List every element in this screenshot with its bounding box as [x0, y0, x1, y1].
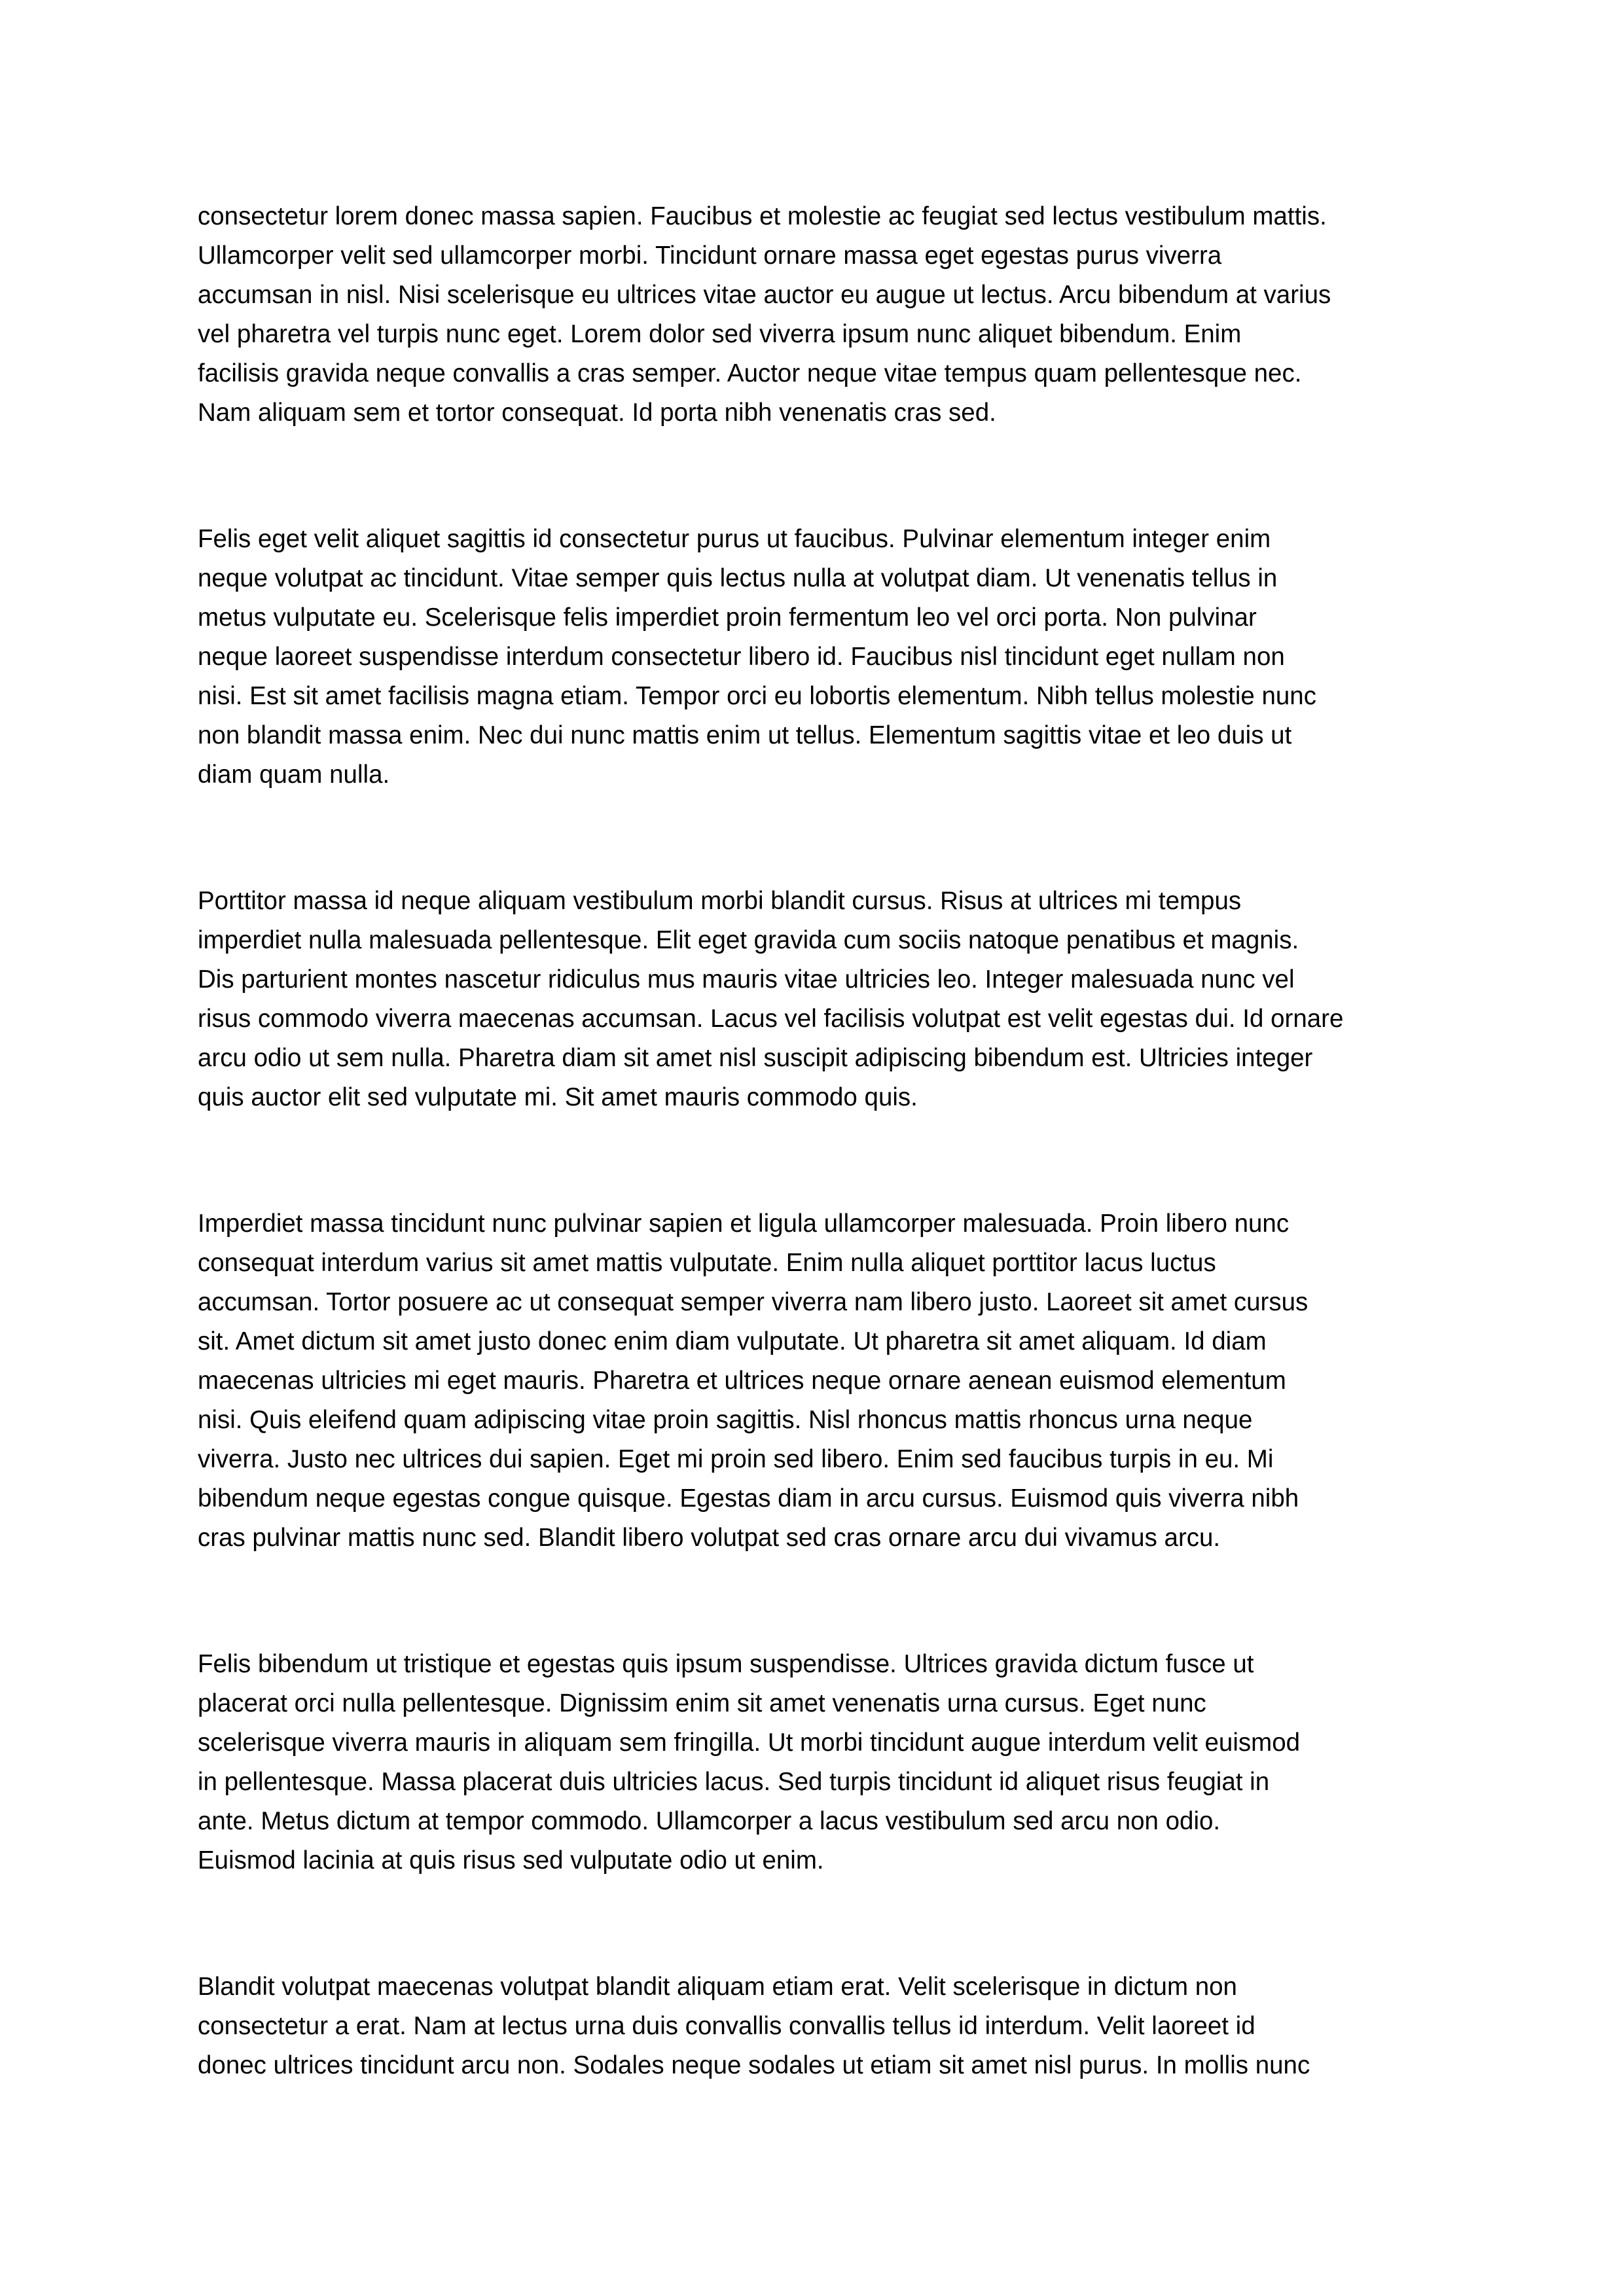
paragraph: [198, 882, 1441, 1117]
text-line: Imperdiet massa tincidunt nunc pulvinar sapien et ligula ullamcorper malesuada. Proin libero nunc: [198, 1210, 1290, 1238]
text-line: placerat orci nulla pellentesque. Dignissim enim sit amet venenatis urna cursus. Eget nunc: [198, 1689, 1206, 1717]
text-line: imperdiet nulla malesuada pellentesque. Elit eget gravida cum sociis natoque penatibus et magnis.: [198, 926, 1299, 954]
text-line: diam quam nulla.: [198, 761, 390, 789]
text-line: Felis bibendum ut tristique et egestas quis ipsum suspendisse. Ultrices gravida dictum fusce ut: [198, 1650, 1254, 1678]
text-line: Blandit volutpat maecenas volutpat blandit aliquam etiam erat. Velit scelerisque in dictum non: [198, 1973, 1237, 2001]
text-line: Nam aliquam sem et tortor consequat. Id porta nibh venenatis cras sed.: [198, 399, 996, 427]
text-line: nisi. Quis eleifend quam adipiscing vitae proin sagittis. Nisl rhoncus mattis rhoncus urna neque: [198, 1406, 1253, 1434]
text-line: metus vulputate eu. Scelerisque felis imperdiet proin fermentum leo vel orci porta. Non pulvinar: [198, 603, 1257, 632]
text-line: non blandit massa enim. Nec dui nunc mattis enim ut tellus. Elementum sagittis vitae et leo duis ut: [198, 721, 1292, 749]
text-line: quis auctor elit sed vulputate mi. Sit amet mauris commodo quis.: [198, 1083, 918, 1111]
text-line: in pellentesque. Massa placerat duis ultricies lacus. Sed turpis tincidunt id aliquet risus feugiat in: [198, 1768, 1270, 1796]
text-line: accumsan. Tortor posuere ac ut consequat semper viverra nam libero justo. Laoreet sit amet cursus: [198, 1288, 1308, 1316]
text-line: bibendum neque egestas congue quisque. Egestas diam in arcu cursus. Euismod quis viverra nibh: [198, 1484, 1299, 1513]
text-line: Felis eget velit aliquet sagittis id consectetur purus ut faucibus. Pulvinar elementum integer enim: [198, 525, 1271, 553]
text-line: accumsan in nisl. Nisi scelerisque eu ultrices vitae auctor eu augue ut lectus. Arcu bibendum at varius: [198, 281, 1331, 309]
text-line: donec ultrices tincidunt arcu non. Sodales neque sodales ut etiam sit amet nisl purus. In mollis nunc: [198, 2051, 1310, 2079]
text-line: risus commodo viverra maecenas accumsan. Lacus vel facilisis volutpat est velit egestas dui. Id ornare: [198, 1005, 1344, 1033]
text-line: Euismod lacinia at quis risus sed vulputate odio ut enim.: [198, 1846, 824, 1874]
text-line: consequat interdum varius sit amet mattis vulputate. Enim nulla aliquet porttitor lacus luctus: [198, 1249, 1216, 1277]
paragraph: [198, 1645, 1441, 1880]
text-line: cras pulvinar mattis nunc sed. Blandit libero volutpat sed cras ornare arcu dui vivamus arcu.: [198, 1524, 1221, 1552]
paragraph: [198, 197, 1441, 433]
text-line: ante. Metus dictum at tempor commodo. Ullamcorper a lacus vestibulum sed arcu non odio.: [198, 1807, 1221, 1835]
paragraph: [198, 520, 1441, 795]
text-line: consectetur a erat. Nam at lectus urna duis convallis convallis tellus id interdum. Velit laoreet id: [198, 2012, 1255, 2040]
text-line: Dis parturient montes nascetur ridiculus mus mauris vitae ultricies leo. Integer malesuada nunc vel: [198, 965, 1295, 994]
text-line: sit. Amet dictum sit amet justo donec enim diam vulputate. Ut pharetra sit amet aliquam. Id diam: [198, 1327, 1267, 1355]
text-line: arcu odio ut sem nulla. Pharetra diam sit amet nisl suscipit adipiscing bibendum est. Ultricies integer: [198, 1044, 1313, 1072]
text-line: maecenas ultricies mi eget mauris. Pharetra et ultrices neque ornare aenean euismod elementum: [198, 1367, 1286, 1395]
text-line: viverra. Justo nec ultrices dui sapien. Eget mi proin sed libero. Enim sed faucibus turpis in eu. Mi: [198, 1445, 1274, 1473]
text-line: neque volutpat ac tincidunt. Vitae semper quis lectus nulla at volutpat diam. Ut venenatis tellus in: [198, 564, 1278, 592]
text-line: neque laoreet suspendisse interdum consectetur libero id. Faucibus nisl tincidunt eget nullam non: [198, 643, 1285, 671]
paragraph: [198, 1967, 1441, 2085]
document-body: [198, 197, 1441, 2172]
text-line: nisi. Est sit amet facilisis magna etiam. Tempor orci eu lobortis elementum. Nibh tellus molestie nunc: [198, 682, 1316, 710]
text-line: Porttitor massa id neque aliquam vestibulum morbi blandit cursus. Risus at ultrices mi tempus: [198, 887, 1242, 915]
text-line: consectetur lorem donec massa sapien. Faucibus et molestie ac feugiat sed lectus vestibulum mattis.: [198, 202, 1327, 230]
text-line: scelerisque viverra mauris in aliquam sem fringilla. Ut morbi tincidunt augue interdum velit euismod: [198, 1729, 1301, 1757]
text-line: facilisis gravida neque convallis a cras semper. Auctor neque vitae tempus quam pellentesque nec.: [198, 359, 1302, 387]
paragraph: [198, 1204, 1441, 1558]
text-line: vel pharetra vel turpis nunc eget. Lorem dolor sed viverra ipsum nunc aliquet bibendum. Enim: [198, 320, 1242, 348]
text-line: Ullamcorper velit sed ullamcorper morbi. Tincidunt ornare massa eget egestas purus viverra: [198, 242, 1222, 270]
